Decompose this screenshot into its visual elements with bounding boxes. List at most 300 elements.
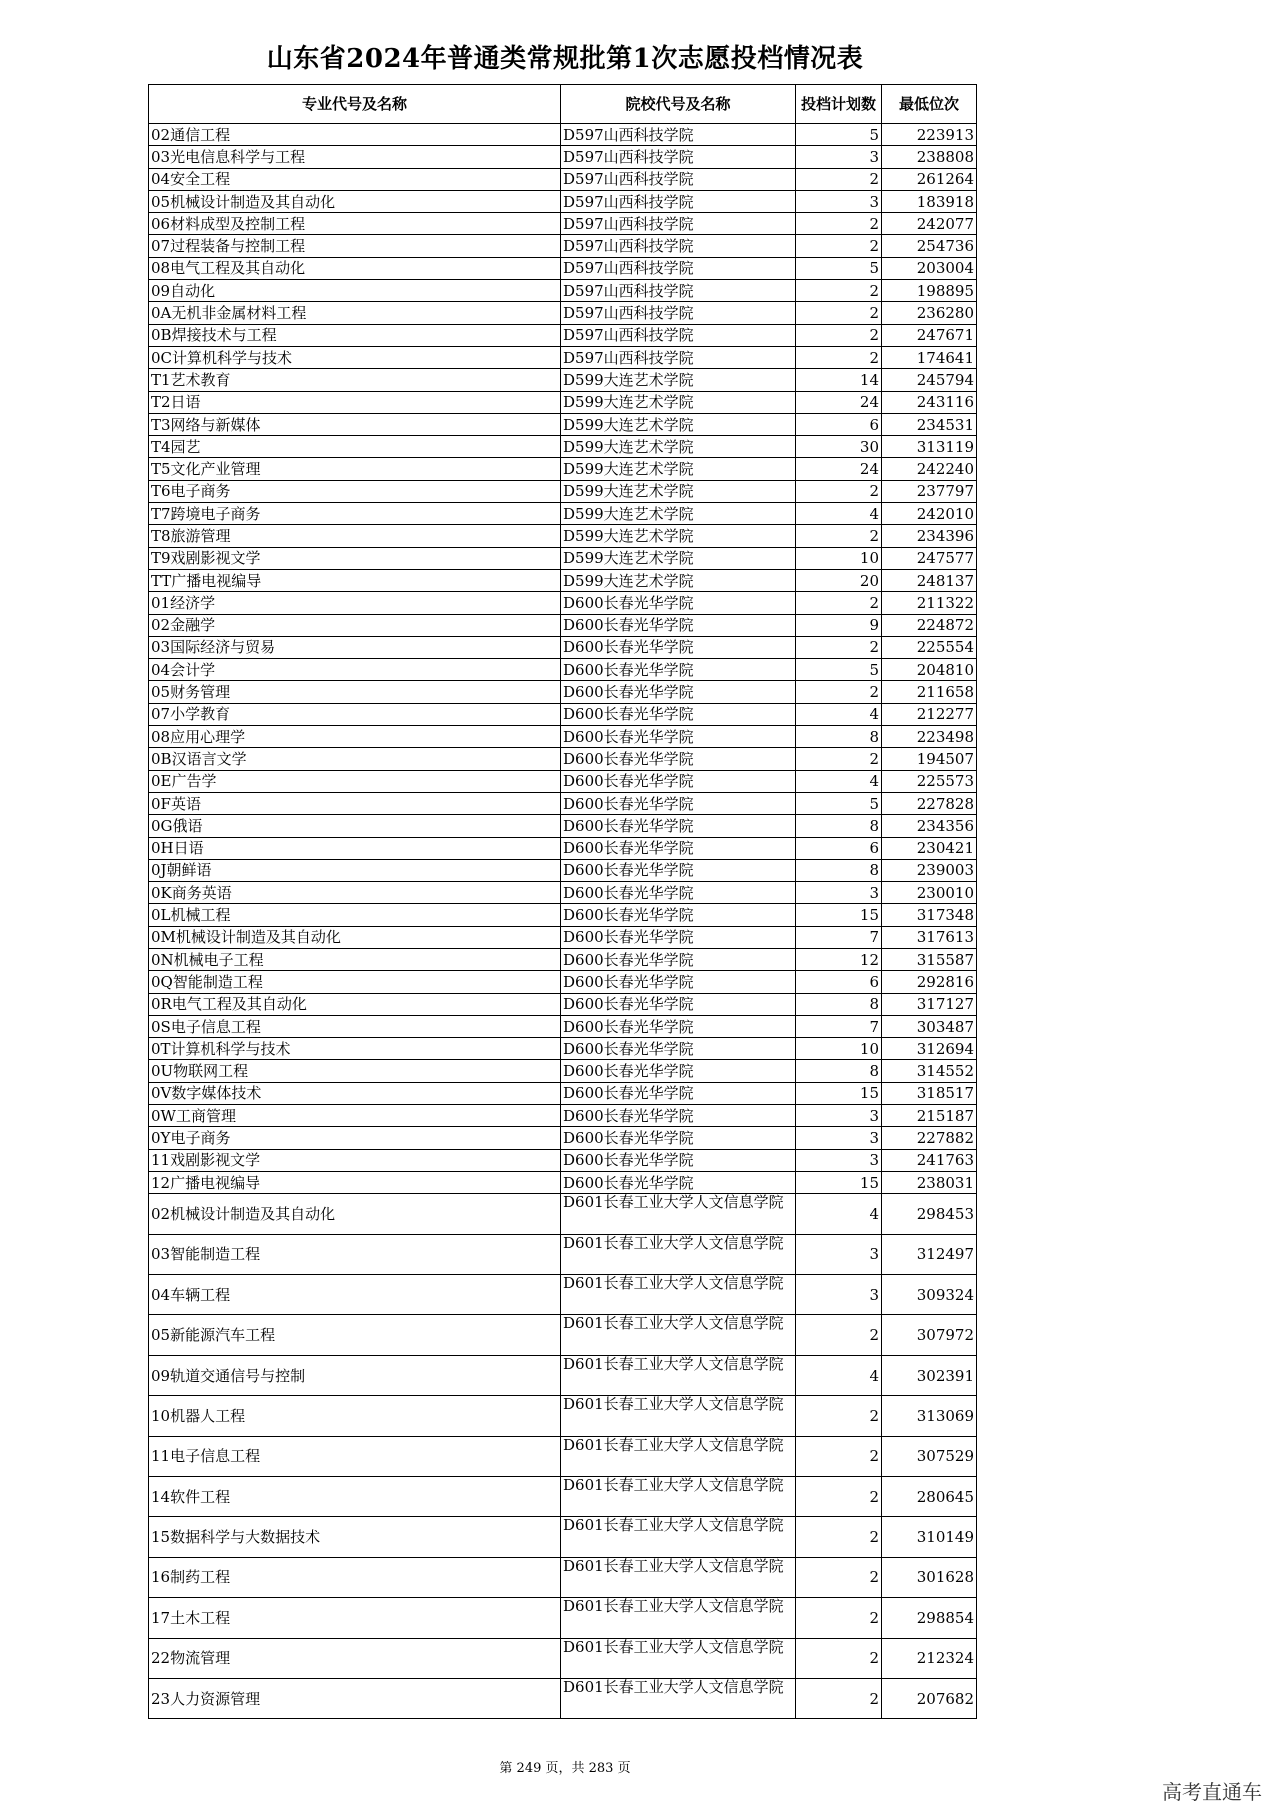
school-cell: D599大连艺术学院 [561,391,796,413]
plan-cell: 2 [796,1598,882,1638]
major-cell: 02机械设计制造及其自动化 [149,1194,561,1234]
major-cell: 05机械设计制造及其自动化 [149,190,561,212]
plan-cell: 9 [796,614,882,636]
major-cell: 04安全工程 [149,168,561,190]
major-cell: 05新能源汽车工程 [149,1315,561,1355]
school-cell: D597山西科技学院 [561,257,796,279]
rank-cell: 315587 [882,948,977,970]
admission-table [148,84,977,1719]
rank-cell: 234531 [882,413,977,435]
table-row [149,346,977,368]
table-row [149,235,977,257]
major-cell: 0G俄语 [149,815,561,837]
school-cell: D600长春光华学院 [561,837,796,859]
school-cell: D600长春光华学院 [561,971,796,993]
table-row [149,1015,977,1037]
major-cell: 09自动化 [149,280,561,302]
table-row [149,837,977,859]
plan-cell: 8 [796,726,882,748]
plan-cell: 2 [796,280,882,302]
table-row [149,926,977,948]
table-row [149,1194,977,1234]
rank-cell: 247671 [882,324,977,346]
rank-cell: 245794 [882,369,977,391]
plan-cell: 2 [796,1557,882,1597]
school-cell: D600长春光华学院 [561,1015,796,1037]
table-row [149,904,977,926]
school-cell: D600长春光华学院 [561,1038,796,1060]
school-cell: D600长春光华学院 [561,926,796,948]
plan-cell: 2 [796,1517,882,1557]
major-cell: 0W工商管理 [149,1105,561,1127]
table-row [149,369,977,391]
school-cell: D600长春光华学院 [561,748,796,770]
major-cell: 0E广告学 [149,770,561,792]
rank-cell: 183918 [882,190,977,212]
school-cell: D599大连艺术学院 [561,503,796,525]
table-row [149,770,977,792]
major-cell: T8旅游管理 [149,525,561,547]
major-cell: T9戏剧影视文学 [149,547,561,569]
major-cell: 10机器人工程 [149,1396,561,1436]
plan-cell: 2 [796,1436,882,1476]
rank-cell: 225554 [882,636,977,658]
school-cell: D601长春工业大学人文信息学院 [561,1638,796,1678]
table-row [149,1678,977,1718]
table-row [149,592,977,614]
major-cell: T2日语 [149,391,561,413]
plan-cell: 10 [796,1038,882,1060]
table-row [149,436,977,458]
plan-cell: 2 [796,213,882,235]
major-cell: 02通信工程 [149,124,561,146]
school-cell: D600长春光华学院 [561,1127,796,1149]
rank-cell: 248137 [882,569,977,591]
rank-cell: 254736 [882,235,977,257]
table-row [149,703,977,725]
plan-cell: 8 [796,1060,882,1082]
plan-cell: 8 [796,815,882,837]
plan-cell: 8 [796,859,882,881]
table-row [149,190,977,212]
table-row [149,993,977,1015]
plan-cell: 6 [796,837,882,859]
rank-cell: 312694 [882,1038,977,1060]
major-cell: 03光电信息科学与工程 [149,146,561,168]
table-row [149,1234,977,1274]
school-cell: D600长春光华学院 [561,614,796,636]
table-body [149,124,977,1719]
major-cell: 0L机械工程 [149,904,561,926]
rank-cell: 234356 [882,815,977,837]
rank-cell: 302391 [882,1355,977,1395]
plan-cell: 2 [796,1315,882,1355]
school-cell: D599大连艺术学院 [561,369,796,391]
plan-cell: 15 [796,904,882,926]
table-row [149,458,977,480]
school-cell: D599大连艺术学院 [561,569,796,591]
school-cell: D600长春光华学院 [561,659,796,681]
table-row [149,480,977,502]
rank-cell: 225573 [882,770,977,792]
rank-cell: 194507 [882,748,977,770]
major-cell: 0F英语 [149,792,561,814]
major-cell: 0B焊接技术与工程 [149,324,561,346]
rank-cell: 307972 [882,1315,977,1355]
school-cell: D600长春光华学院 [561,815,796,837]
major-cell: 05财务管理 [149,681,561,703]
rank-cell: 261264 [882,168,977,190]
table-row [149,569,977,591]
rank-cell: 298854 [882,1598,977,1638]
school-cell: D601长春工业大学人文信息学院 [561,1476,796,1516]
header-school: 院校代号及名称 [561,85,796,124]
rank-cell: 212324 [882,1638,977,1678]
rank-cell: 212277 [882,703,977,725]
school-cell: D599大连艺术学院 [561,413,796,435]
school-cell: D600长春光华学院 [561,993,796,1015]
major-cell: 01经济学 [149,592,561,614]
table-row [149,391,977,413]
major-cell: T7跨境电子商务 [149,503,561,525]
school-cell: D601长春工业大学人文信息学院 [561,1275,796,1315]
plan-cell: 2 [796,1638,882,1678]
table-row [149,302,977,324]
watermark: 高考直通车 [1162,1780,1262,1804]
rank-cell: 207682 [882,1678,977,1718]
school-cell: D601长春工业大学人文信息学院 [561,1557,796,1597]
school-cell: D597山西科技学院 [561,346,796,368]
rank-cell: 313119 [882,436,977,458]
rank-cell: 211322 [882,592,977,614]
major-cell: 0T计算机科学与技术 [149,1038,561,1060]
rank-cell: 318517 [882,1082,977,1104]
major-cell: TT广播电视编导 [149,569,561,591]
major-cell: 0N机械电子工程 [149,948,561,970]
major-cell: 0R电气工程及其自动化 [149,993,561,1015]
major-cell: 0Y电子商务 [149,1127,561,1149]
school-cell: D600长春光华学院 [561,859,796,881]
school-cell: D600长春光华学院 [561,1060,796,1082]
major-cell: T5文化产业管理 [149,458,561,480]
rank-cell: 314552 [882,1060,977,1082]
rank-cell: 238031 [882,1171,977,1193]
header-plan: 投档计划数 [796,85,882,124]
table-row [149,413,977,435]
school-cell: D597山西科技学院 [561,168,796,190]
rank-cell: 239003 [882,859,977,881]
plan-cell: 2 [796,592,882,614]
table-row [149,168,977,190]
plan-cell: 3 [796,1234,882,1274]
rank-cell: 230010 [882,882,977,904]
major-cell: 04会计学 [149,659,561,681]
plan-cell: 5 [796,124,882,146]
school-cell: D601长春工业大学人文信息学院 [561,1355,796,1395]
school-cell: D597山西科技学院 [561,146,796,168]
table-row [149,1396,977,1436]
plan-cell: 7 [796,926,882,948]
school-cell: D599大连艺术学院 [561,436,796,458]
table-row [149,257,977,279]
major-cell: 0J朝鲜语 [149,859,561,881]
school-cell: D600长春光华学院 [561,770,796,792]
school-cell: D599大连艺术学院 [561,480,796,502]
table-row [149,636,977,658]
major-cell: 15数据科学与大数据技术 [149,1517,561,1557]
page-title: 山东省2024年普通类常规批第1次志愿投档情况表 [266,44,864,74]
plan-cell: 3 [796,146,882,168]
rank-cell: 223498 [882,726,977,748]
table-row [149,324,977,346]
plan-cell: 5 [796,792,882,814]
table-row [149,681,977,703]
major-cell: 0B汉语言文学 [149,748,561,770]
rank-cell: 227882 [882,1127,977,1149]
major-cell: 03国际经济与贸易 [149,636,561,658]
plan-cell: 2 [796,480,882,502]
table-row [149,1171,977,1193]
table-row [149,859,977,881]
major-cell: 12广播电视编导 [149,1171,561,1193]
table-row [149,659,977,681]
table-row [149,1038,977,1060]
rank-cell: 317348 [882,904,977,926]
school-cell: D599大连艺术学院 [561,458,796,480]
major-cell: 04车辆工程 [149,1275,561,1315]
plan-cell: 3 [796,882,882,904]
school-cell: D597山西科技学院 [561,235,796,257]
rank-cell: 317613 [882,926,977,948]
plan-cell: 4 [796,503,882,525]
major-cell: T6电子商务 [149,480,561,502]
rank-cell: 298453 [882,1194,977,1234]
table-row [149,1275,977,1315]
school-cell: D597山西科技学院 [561,124,796,146]
school-cell: D601长春工业大学人文信息学院 [561,1517,796,1557]
rank-cell: 198895 [882,280,977,302]
rank-cell: 280645 [882,1476,977,1516]
plan-cell: 2 [796,525,882,547]
major-cell: T4园艺 [149,436,561,458]
plan-cell: 2 [796,235,882,257]
table-row [149,882,977,904]
school-cell: D600长春光华学院 [561,1149,796,1171]
table-row [149,1315,977,1355]
plan-cell: 3 [796,190,882,212]
plan-cell: 2 [796,324,882,346]
major-cell: 03智能制造工程 [149,1234,561,1274]
rank-cell: 236280 [882,302,977,324]
table-row [149,1557,977,1597]
page-footer: 第 249 页，共 283 页 [499,1761,631,1776]
rank-cell: 215187 [882,1105,977,1127]
school-cell: D601长春工业大学人文信息学院 [561,1598,796,1638]
plan-cell: 30 [796,436,882,458]
major-cell: T3网络与新媒体 [149,413,561,435]
rank-cell: 301628 [882,1557,977,1597]
plan-cell: 24 [796,391,882,413]
rank-cell: 243116 [882,391,977,413]
plan-cell: 4 [796,703,882,725]
plan-cell: 4 [796,1194,882,1234]
header-rank: 最低位次 [882,85,977,124]
major-cell: 11戏剧影视文学 [149,1149,561,1171]
school-cell: D600长春光华学院 [561,726,796,748]
rank-cell: 224872 [882,614,977,636]
plan-cell: 2 [796,681,882,703]
rank-cell: 307529 [882,1436,977,1476]
plan-cell: 5 [796,257,882,279]
table-row [149,1355,977,1395]
plan-cell: 2 [796,1396,882,1436]
major-cell: 08电气工程及其自动化 [149,257,561,279]
major-cell: 07小学教育 [149,703,561,725]
table-row [149,792,977,814]
plan-cell: 2 [796,748,882,770]
major-cell: 0U物联网工程 [149,1060,561,1082]
school-cell: D601长春工业大学人文信息学院 [561,1436,796,1476]
plan-cell: 3 [796,1105,882,1127]
table-row [149,815,977,837]
rank-cell: 242240 [882,458,977,480]
table-row [149,1638,977,1678]
table-row [149,1127,977,1149]
table-header-row [149,85,977,124]
school-cell: D599大连艺术学院 [561,547,796,569]
school-cell: D597山西科技学院 [561,213,796,235]
plan-cell: 3 [796,1149,882,1171]
major-cell: 0H日语 [149,837,561,859]
plan-cell: 7 [796,1015,882,1037]
plan-cell: 2 [796,302,882,324]
table-row [149,1082,977,1104]
school-cell: D601长春工业大学人文信息学院 [561,1194,796,1234]
rank-cell: 309324 [882,1275,977,1315]
table-row [149,146,977,168]
school-cell: D601长春工业大学人文信息学院 [561,1678,796,1718]
table-row [149,124,977,146]
rank-cell: 312497 [882,1234,977,1274]
plan-cell: 20 [796,569,882,591]
plan-cell: 2 [796,1476,882,1516]
table-row [149,1517,977,1557]
plan-cell: 24 [796,458,882,480]
rank-cell: 310149 [882,1517,977,1557]
plan-cell: 2 [796,1678,882,1718]
rank-cell: 237797 [882,480,977,502]
rank-cell: 313069 [882,1396,977,1436]
major-cell: 0V数字媒体技术 [149,1082,561,1104]
plan-cell: 4 [796,770,882,792]
table-row [149,614,977,636]
school-cell: D600长春光华学院 [561,592,796,614]
table-row [149,971,977,993]
school-cell: D597山西科技学院 [561,324,796,346]
rank-cell: 242010 [882,503,977,525]
table-row [149,547,977,569]
plan-cell: 14 [796,369,882,391]
plan-cell: 15 [796,1171,882,1193]
rank-cell: 211658 [882,681,977,703]
school-cell: D600长春光华学院 [561,882,796,904]
school-cell: D601长春工业大学人文信息学院 [561,1315,796,1355]
plan-cell: 2 [796,636,882,658]
school-cell: D600长春光华学院 [561,904,796,926]
school-cell: D601长春工业大学人文信息学院 [561,1234,796,1274]
rank-cell: 303487 [882,1015,977,1037]
rank-cell: 242077 [882,213,977,235]
table-row [149,1149,977,1171]
major-cell: 06材料成型及控制工程 [149,213,561,235]
rank-cell: 234396 [882,525,977,547]
rank-cell: 317127 [882,993,977,1015]
plan-cell: 4 [796,1355,882,1395]
plan-cell: 8 [796,993,882,1015]
major-cell: 07过程装备与控制工程 [149,235,561,257]
rank-cell: 227828 [882,792,977,814]
major-cell: 0C计算机科学与技术 [149,346,561,368]
rank-cell: 292816 [882,971,977,993]
table-row [149,1105,977,1127]
plan-cell: 2 [796,168,882,190]
school-cell: D600长春光华学院 [561,792,796,814]
rank-cell: 204810 [882,659,977,681]
school-cell: D597山西科技学院 [561,190,796,212]
major-cell: 0A无机非金属材料工程 [149,302,561,324]
rank-cell: 203004 [882,257,977,279]
school-cell: D600长春光华学院 [561,1105,796,1127]
school-cell: D600长春光华学院 [561,1082,796,1104]
rank-cell: 241763 [882,1149,977,1171]
school-cell: D600长春光华学院 [561,948,796,970]
plan-cell: 2 [796,346,882,368]
school-cell: D600长春光华学院 [561,636,796,658]
table-row [149,726,977,748]
major-cell: 11电子信息工程 [149,1436,561,1476]
rank-cell: 247577 [882,547,977,569]
table-row [149,280,977,302]
table-row [149,1060,977,1082]
major-cell: 22物流管理 [149,1638,561,1678]
plan-cell: 6 [796,971,882,993]
school-cell: D601长春工业大学人文信息学院 [561,1396,796,1436]
table-row [149,1436,977,1476]
school-cell: D600长春光华学院 [561,703,796,725]
plan-cell: 12 [796,948,882,970]
major-cell: 0Q智能制造工程 [149,971,561,993]
major-cell: 02金融学 [149,614,561,636]
rank-cell: 174641 [882,346,977,368]
header-major: 专业代号及名称 [149,85,561,124]
table-row [149,503,977,525]
table-row [149,213,977,235]
table-row [149,748,977,770]
plan-cell: 10 [796,547,882,569]
major-cell: 17土木工程 [149,1598,561,1638]
table-row [149,1598,977,1638]
major-cell: T1艺术教育 [149,369,561,391]
school-cell: D600长春光华学院 [561,681,796,703]
major-cell: 16制药工程 [149,1557,561,1597]
major-cell: 09轨道交通信号与控制 [149,1355,561,1395]
table-row [149,1476,977,1516]
school-cell: D597山西科技学院 [561,280,796,302]
plan-cell: 3 [796,1127,882,1149]
table-row [149,525,977,547]
plan-cell: 15 [796,1082,882,1104]
school-cell: D600长春光华学院 [561,1171,796,1193]
